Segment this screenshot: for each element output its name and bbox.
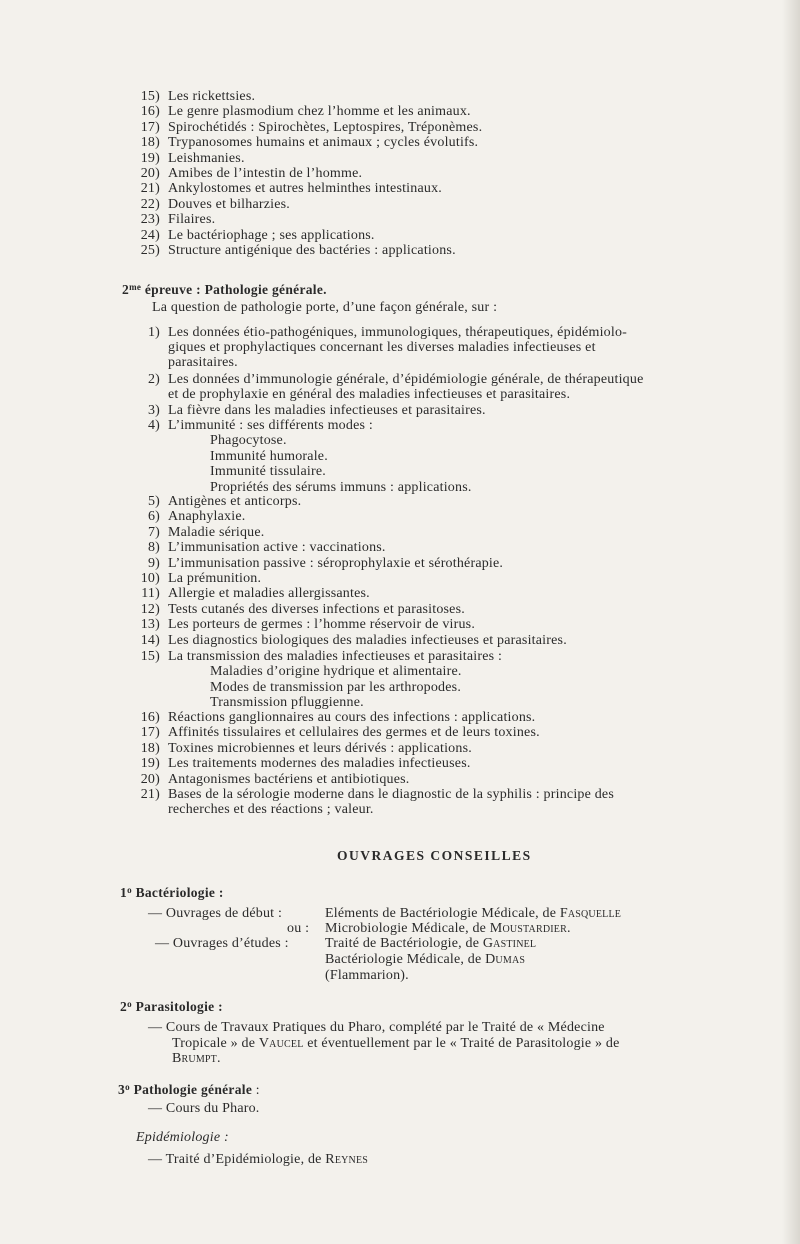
list-item: 19) Leishmanies. xyxy=(140,150,245,166)
list-item: 14) Les diagnostics biologiques des maladies infectieuses et parasitaires. xyxy=(140,632,567,648)
list-item-cont: recherches et des réactions ; valeur. xyxy=(168,802,374,817)
sub-item: Modes de transmission par les arthropodes. xyxy=(210,680,462,695)
list-item: 20) Antagonismes bactériens et antibiotiques. xyxy=(140,771,410,787)
list-item: 16) Le genre plasmodium chez l’homme et les animaux. xyxy=(140,104,471,120)
list-item: 9) L’immunisation passive : séroprophylaxie et sérothérapie. xyxy=(147,555,504,571)
page-edge-shadow xyxy=(782,0,800,1244)
section-heading-epidemiologie: Epidémiologie : xyxy=(136,1130,229,1145)
list-item: 24) Le bactériophage ; ses applications. xyxy=(140,227,375,243)
ouvrages-title: OUVRAGES CONSEILLES xyxy=(337,848,532,863)
sub-item: Immunité humorale. xyxy=(210,449,328,464)
list-item-cont: et de prophylaxie en général des maladies infectieuses et parasitaires. xyxy=(168,387,571,402)
list-item: 1) Les données étio-pathogéniques, immunologiques, thérapeutiques, épidémiolo- xyxy=(147,325,628,340)
list-item: 20) Amibes de l’intestin de l’homme. xyxy=(140,166,363,181)
list-item: 11) Allergie et maladies allergissantes. xyxy=(141,586,370,602)
list-item: 10) La prémunition. xyxy=(140,571,262,586)
reference-label: ou : xyxy=(287,921,310,936)
reference-label: — Ouvrages d’études : xyxy=(155,936,289,951)
sub-item: Immunité tissulaire. xyxy=(210,464,326,479)
reference-text: — Cours de Travaux Pratiques du Pharo, complété par le Traité de « Médecine xyxy=(148,1020,605,1035)
list-item-cont: giques et prophylactiques concernant les diverses maladies infectieuses et xyxy=(168,340,596,355)
section-heading-parasitologie: 2$^o$ Parasitologie : xyxy=(120,999,223,1014)
list-item: 6) Anaphylaxie. xyxy=(147,509,246,525)
reference-text: Microbiologie Médicale, de Moustardier. xyxy=(325,921,571,936)
list-item: 3) La fièvre dans les maladies infectieuses et parasitaires. xyxy=(147,403,486,418)
list-item: 7) Maladie sérique. xyxy=(147,524,265,540)
list-item: 23) Filaires. xyxy=(140,212,216,228)
reference-label: — Ouvrages de début : xyxy=(148,906,283,921)
intro-text: La question de pathologie porte, d’une façon générale, sur : xyxy=(152,300,498,315)
list-item: 18) Trypanosomes humains et animaux ; cycles évolutifs. xyxy=(140,135,479,151)
reference-text: Eléments de Bactériologie Médicale, de Fasquelle xyxy=(325,906,622,921)
epreuve-heading: $2^{me}$ épreuve : Pathologie générale. xyxy=(122,282,327,297)
section-heading-pathologie: 3$^o$ Pathologie générale : xyxy=(118,1082,260,1097)
section-heading-bacteriologie: 1$^o$ Bactériologie : xyxy=(120,885,224,900)
list-item: 17) Spirochétidés : Spirochètes, Leptospires, Tréponèmes. xyxy=(140,119,483,135)
list-item: 12) Tests cutanés des diverses infections et parasitoses. xyxy=(140,601,465,617)
list-item: 21) Bases de la sérologie moderne dans le diagnostic de la syphilis : principe des xyxy=(140,787,614,802)
sub-item: Phagocytose. xyxy=(210,433,287,448)
list-item: 8) L’immunisation active : vaccinations. xyxy=(147,540,386,556)
list-item-cont: parasitaires. xyxy=(168,355,238,370)
list-item: 15) Les rickettsies. xyxy=(140,89,256,104)
list-item: 5) Antigènes et anticorps. xyxy=(147,494,302,509)
list-item: 15) La transmission des maladies infectieuses et parasitaires : xyxy=(140,649,503,664)
reference-text: (Flammarion). xyxy=(325,968,409,983)
list-item: 18) Toxines microbiennes et leurs dérivés : applications. xyxy=(140,740,472,756)
sub-item: Propriétés des sérums immuns : applications. xyxy=(210,480,472,495)
reference-text: — Traité d’Epidémiologie, de Reynes xyxy=(148,1152,369,1167)
list-item: 22) Douves et bilharzies. xyxy=(140,196,290,212)
list-item: 21) Ankylostomes et autres helminthes intestinaux. xyxy=(140,181,442,197)
list-item: 25) Structure antigénique des bactéries : applications. xyxy=(140,243,456,258)
sub-item: Transmission pfluggienne. xyxy=(210,695,364,710)
reference-text: Traité de Bactériologie, de Gastinel xyxy=(325,936,537,951)
reference-author: Brumpt. xyxy=(172,1051,221,1066)
sub-item: Maladies d’origine hydrique et alimentaire. xyxy=(210,664,462,679)
reference-text: Tropicale » de Vaucel et éventuellement par le « Traité de Parasitologie » de xyxy=(172,1036,620,1051)
reference-text: — Cours du Pharo. xyxy=(148,1101,260,1116)
list-item: 17) Affinités tissulaires et cellulaires des germes et de leurs toxines. xyxy=(140,725,540,741)
list-item: 13) Les porteurs de germes : l’homme réservoir de virus. xyxy=(140,617,476,633)
list-item: 4) L’immunité : ses différents modes : xyxy=(147,418,373,433)
list-item: 19) Les traitements modernes des maladies infectieuses. xyxy=(140,756,471,772)
reference-text: Bactériologie Médicale, de Dumas xyxy=(325,952,526,967)
list-item: 2) Les données d’immunologie générale, d’épidémiologie générale, de thérapeutique xyxy=(147,372,644,387)
list-item: 16) Réactions ganglionnaires au cours des infections : applications. xyxy=(140,710,536,725)
